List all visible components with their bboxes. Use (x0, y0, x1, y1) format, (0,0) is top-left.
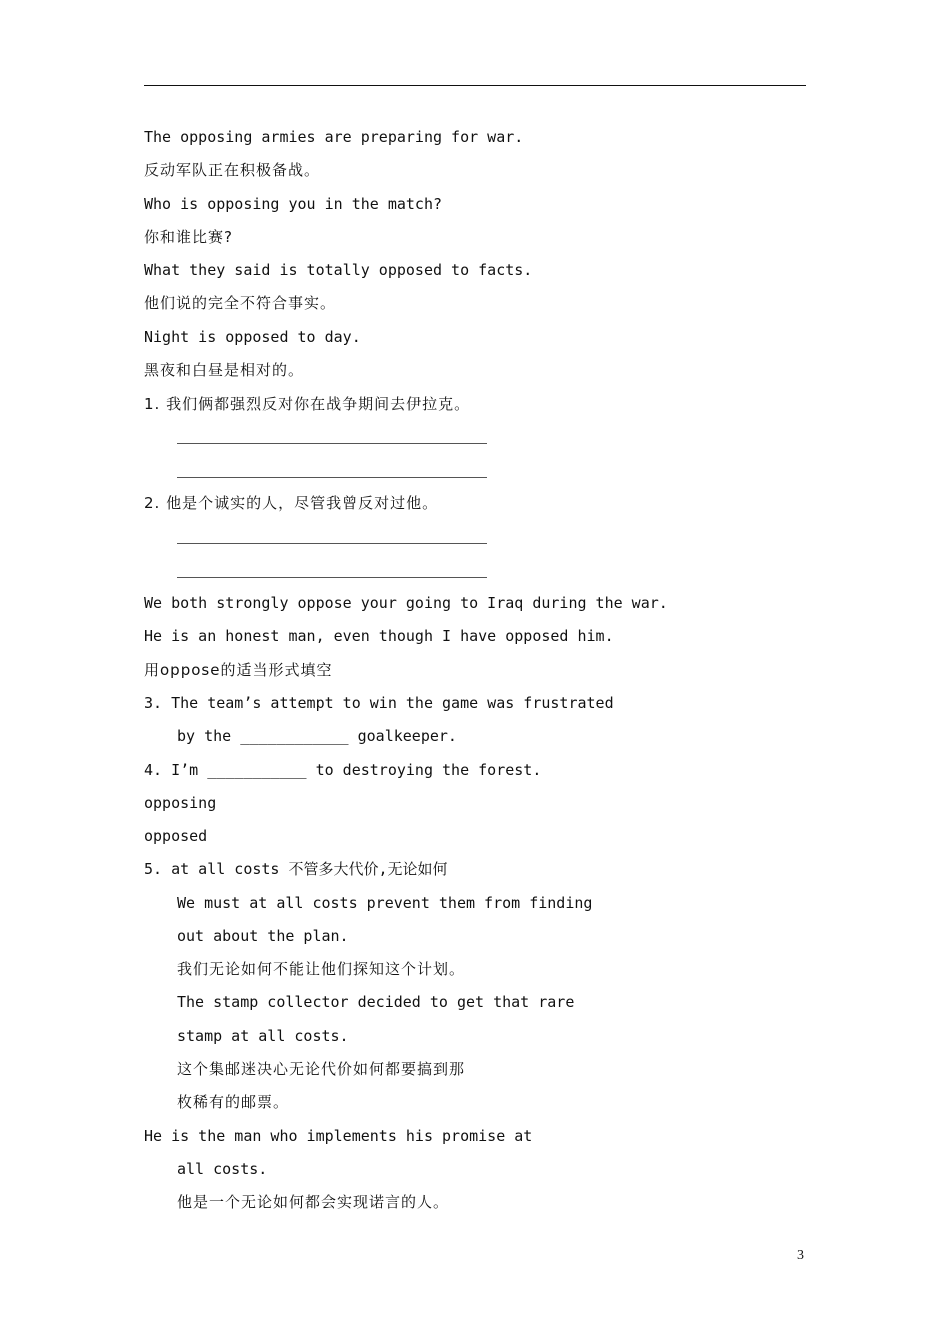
phrase-example-en: stamp at all costs. (177, 1027, 349, 1045)
exercise-3-prompt: 3. The team’s attempt to win the game was frustrated (144, 694, 614, 712)
example-sentence-cn: 反动军队正在积极备战。 (144, 161, 321, 179)
phrase-example-cn: 这个集邮迷决心无论代价如何都要搞到那 (177, 1060, 466, 1078)
phrase-example-cn: 他是一个无论如何都会实现诺言的人。 (177, 1193, 450, 1211)
example-sentence-en: What they said is totally opposed to facts. (144, 261, 533, 279)
answer-3: opposing (144, 794, 217, 812)
answer-blank (177, 477, 487, 478)
example-sentence-cn: 黑夜和白昼是相对的。 (144, 361, 305, 379)
answer-blank (177, 443, 487, 444)
phrase-example-cn: 枚稀有的邮票。 (177, 1093, 290, 1111)
answer-4: opposed (144, 827, 208, 845)
phrase-example-cn: 我们无论如何不能让他们探知这个计划。 (177, 960, 466, 978)
example-sentence-en: Night is opposed to day. (144, 328, 361, 346)
exercise-4-prompt: 4. I’m ___________ to destroying the forest. (144, 761, 542, 779)
example-sentence-cn: 你和谁比赛? (144, 228, 233, 246)
header-rule (144, 85, 806, 86)
section-instruction: 用oppose的适当形式填空 (144, 661, 333, 679)
example-sentence-en: Who is opposing you in the match? (144, 195, 443, 213)
phrase-example-en: We must at all costs prevent them from finding (177, 894, 593, 912)
phrase-example-en: all costs. (177, 1160, 268, 1178)
answer-blank (177, 577, 487, 578)
phrase-example-en: He is the man who implements his promise at (144, 1127, 533, 1145)
example-sentence-cn: 他们说的完全不符合事实。 (144, 294, 337, 312)
exercise-1-prompt: 1. 我们俩都强烈反对你在战争期间去伊拉克。 (144, 395, 471, 413)
page-number: 3 (797, 1248, 804, 1263)
answer-2: He is an honest man, even though I have opposed him. (144, 627, 614, 645)
phrase-example-en: out about the plan. (177, 927, 349, 945)
phrase-heading: 5. at all costs 不管多大代价,无论如何 (144, 860, 448, 878)
example-sentence-en: The opposing armies are preparing for war. (144, 128, 524, 146)
answer-blank (177, 543, 487, 544)
phrase-example-en: The stamp collector decided to get that rare (177, 993, 575, 1011)
exercise-2-prompt: 2. 他是个诚实的人，尽管我曾反对过他。 (144, 494, 439, 512)
exercise-3-prompt-cont: by the ____________ goalkeeper. (177, 727, 457, 745)
answer-1: We both strongly oppose your going to Iraq during the war. (144, 594, 668, 612)
